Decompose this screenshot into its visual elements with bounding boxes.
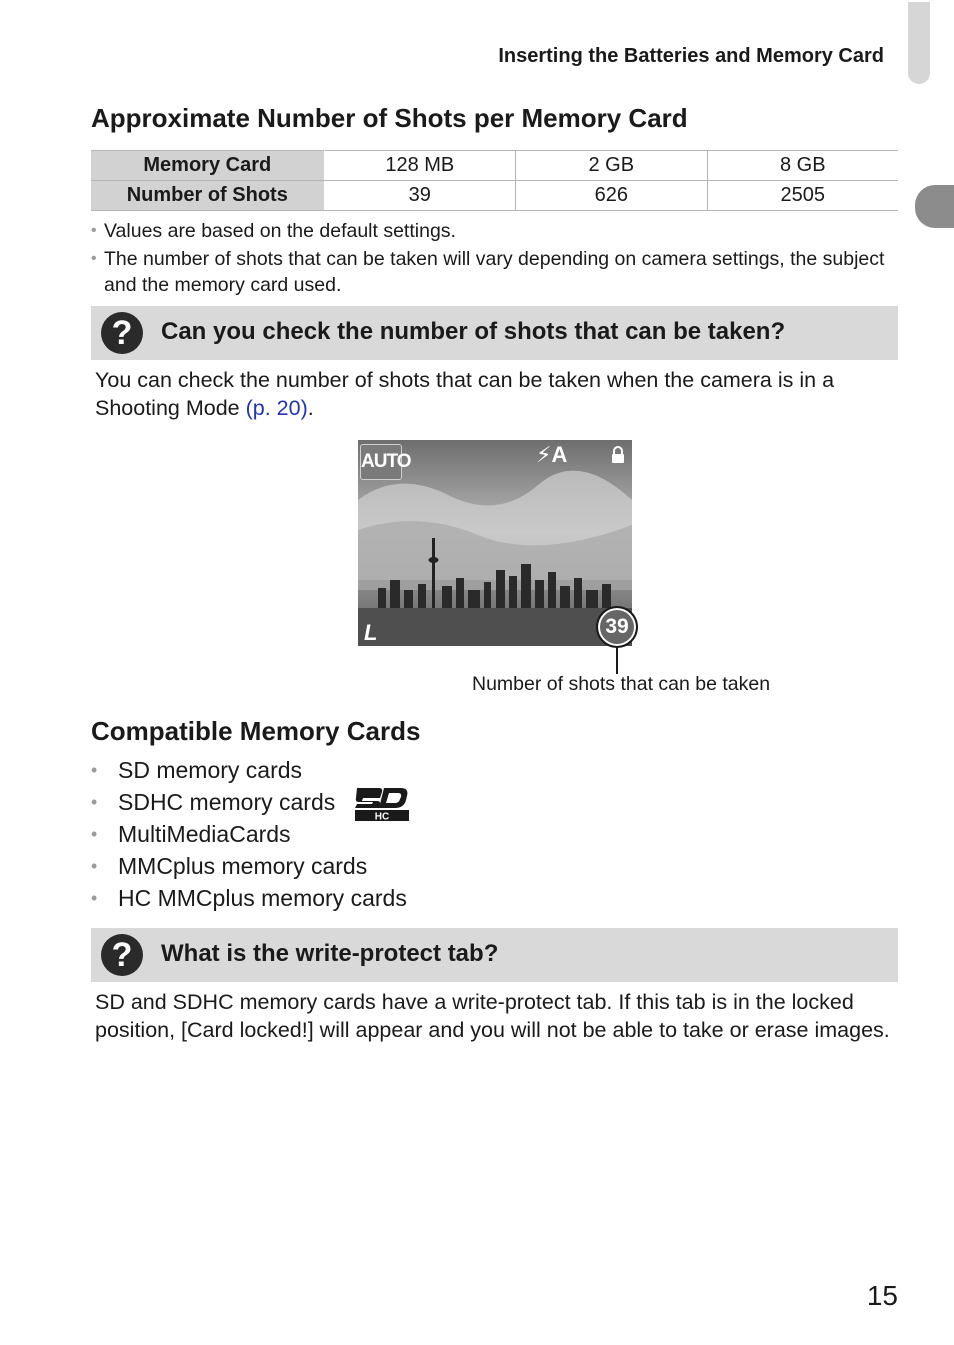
table-cell: 8 GB xyxy=(707,151,898,181)
callout-line xyxy=(616,646,618,674)
answer-text: You can check the number of shots that can be taken when the camera is in a Shooting Mode xyxy=(95,368,835,420)
list-item xyxy=(91,218,891,244)
bullet-icon: • xyxy=(91,792,98,812)
card-type: HC MMCplus memory cards xyxy=(118,885,407,911)
list-item xyxy=(91,882,407,914)
question-answer xyxy=(95,366,895,422)
chapter-marker-tab xyxy=(915,185,954,228)
camera-screen-image xyxy=(358,440,632,646)
question-title: What is the write-protect tab? xyxy=(161,940,499,967)
table-cell: 39 xyxy=(324,181,515,211)
bullet-icon: • xyxy=(91,760,98,780)
note-text: The number of shots that can be taken will vary depending on camera settings, the subject and the memory card used. xyxy=(104,248,885,296)
page-number: 15 xyxy=(866,1280,898,1311)
table-cell: 2505 xyxy=(707,181,898,211)
write-protect-answer: SD and SDHC memory cards have a write-protect tab. If this tab is in the locked position, [Card locked!] will appear and you will not be able to take or erase images. xyxy=(95,990,890,1042)
card-type: SD memory cards xyxy=(118,757,303,783)
table-row-label: Memory Card xyxy=(91,151,324,181)
question-title: Can you check the number of shots that can be taken? xyxy=(161,318,786,345)
flash-auto-icon: ⚡A xyxy=(536,442,568,467)
shots-table xyxy=(91,150,898,211)
question-box-write-protect xyxy=(91,928,898,982)
lock-icon xyxy=(611,446,625,464)
callout-label: Number of shots that can be taken xyxy=(472,673,771,695)
sdhc-logo-icon xyxy=(353,784,413,822)
auto-mode-badge: AUTO xyxy=(360,444,402,480)
table-row xyxy=(91,151,898,181)
table-row-label: Number of Shots xyxy=(91,181,324,211)
shots-section-title: Approximate Number of Shots per Memory Card xyxy=(91,103,688,133)
image-size-icon: L xyxy=(364,620,378,645)
chapter-edge-tab xyxy=(908,2,930,84)
card-type: MultiMediaCards xyxy=(118,821,291,847)
question-mark-icon: ? xyxy=(101,312,143,354)
cards-section-title: Compatible Memory Cards xyxy=(91,716,421,746)
page-reference-link[interactable]: (p. 20) xyxy=(245,396,308,420)
card-type: SDHC memory cards xyxy=(118,789,336,815)
bullet-icon: • xyxy=(91,824,98,844)
table-cell: 128 MB xyxy=(324,151,515,181)
question-mark-icon: ? xyxy=(101,934,143,976)
bullet-icon: • xyxy=(91,222,97,239)
card-type: MMCplus memory cards xyxy=(118,853,368,879)
list-item xyxy=(91,246,891,298)
list-item xyxy=(91,754,407,786)
bullet-icon: • xyxy=(91,856,98,876)
compatible-cards-list xyxy=(91,754,407,914)
svg-text:HC: HC xyxy=(374,811,390,822)
bullet-icon: • xyxy=(91,250,97,267)
table-cell: 626 xyxy=(516,181,707,211)
list-item xyxy=(91,850,407,882)
table-row xyxy=(91,181,898,211)
shots-remaining-indicator: 39 xyxy=(596,606,638,648)
table-cell: 2 GB xyxy=(516,151,707,181)
question-box-shots xyxy=(91,306,898,360)
note-text: Values are based on the default settings. xyxy=(104,220,456,242)
list-item xyxy=(91,818,407,850)
bullet-icon: • xyxy=(91,888,98,908)
table-notes xyxy=(91,218,891,298)
running-header: Inserting the Batteries and Memory Card xyxy=(498,45,884,67)
answer-text-end: . xyxy=(307,396,314,420)
